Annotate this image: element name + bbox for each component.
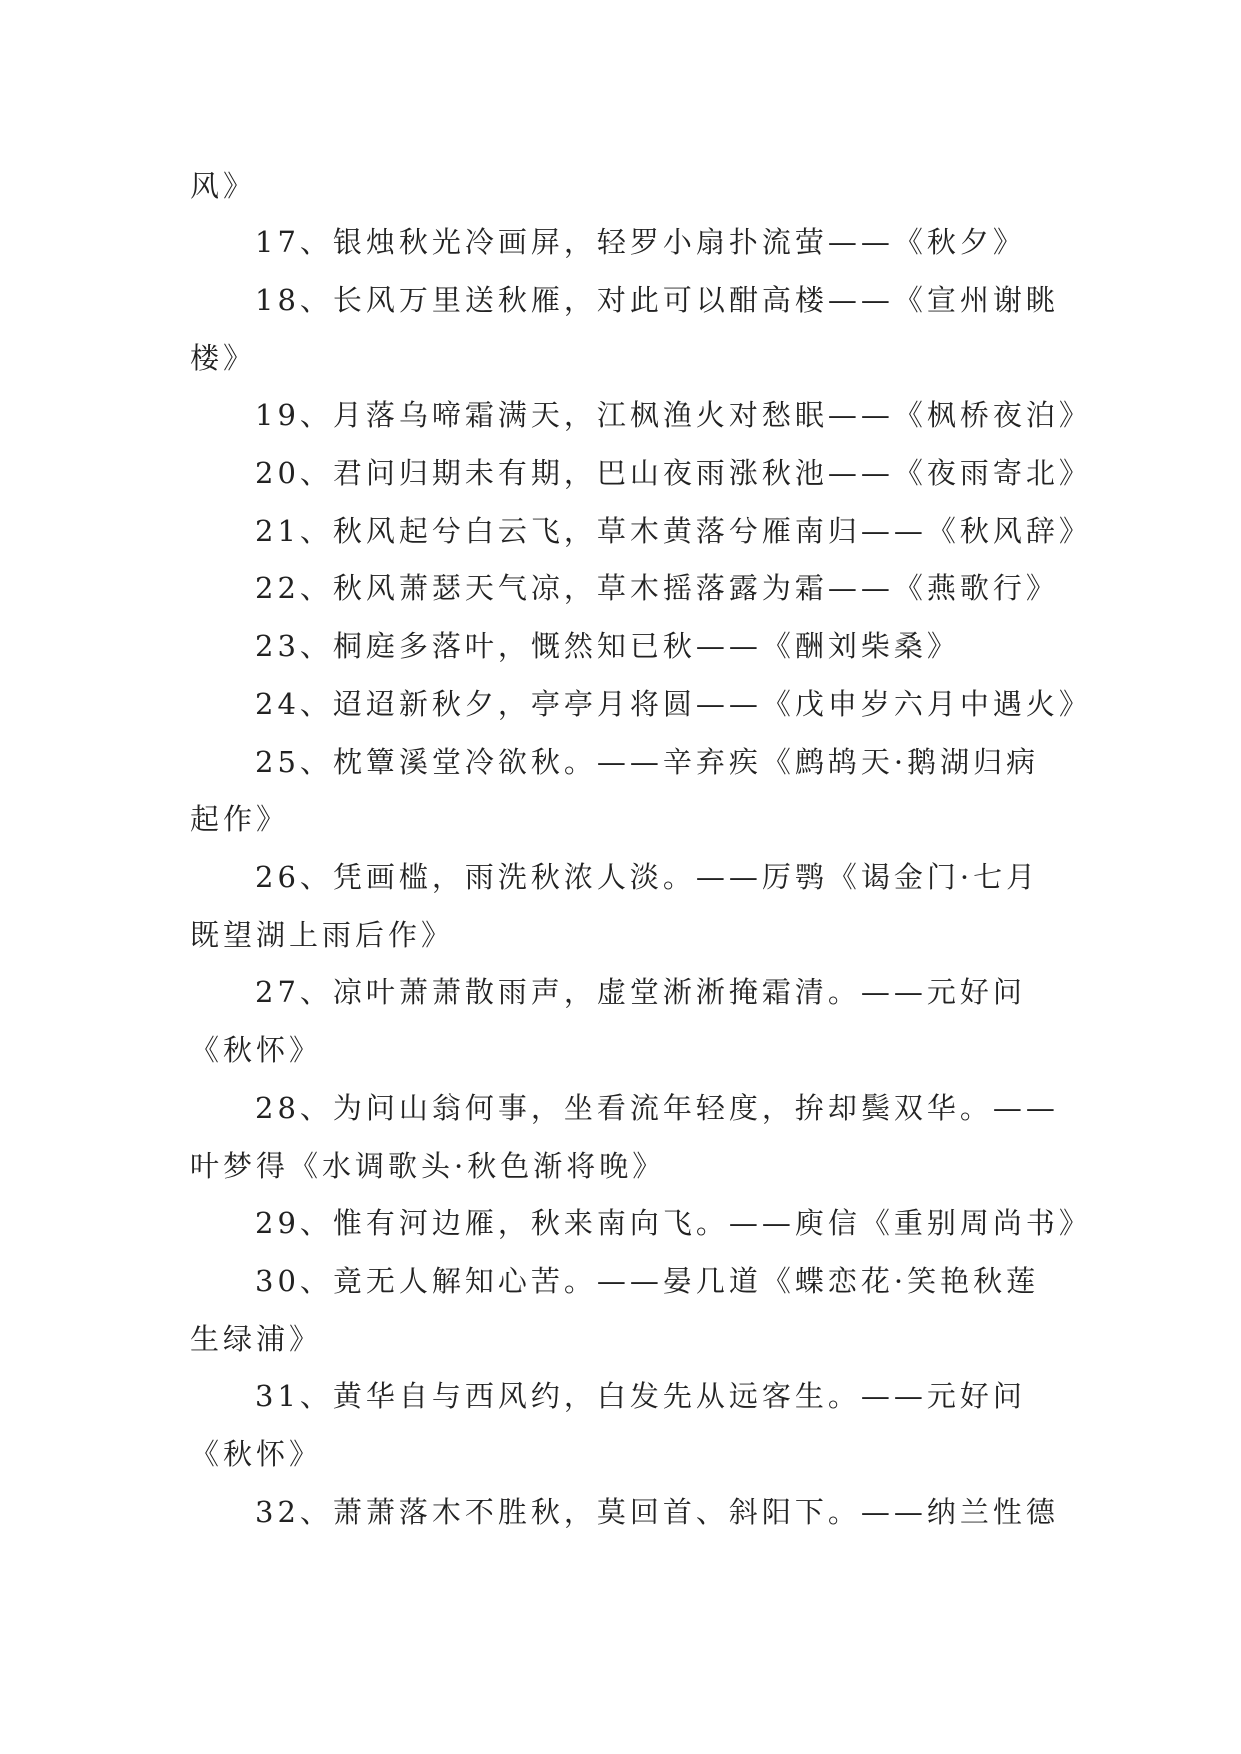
poem-line-24: 24、迢迢新秋夕，亭亭月将圆——《戊申岁六月中遇火》	[255, 687, 1092, 721]
poem-line-23: 23、桐庭多落叶，慨然知已秋——《酬刘柴桑》	[255, 629, 960, 663]
poem-line-18: 18、长风万里送秋雁，对此可以酣高楼——《宣州谢眺	[255, 283, 1059, 317]
text-line: 起作》	[190, 802, 290, 836]
text-line: 楼》	[190, 341, 257, 375]
text-line: 叶梦得《水调歌头·秋色渐将晚》	[190, 1149, 666, 1183]
poem-line-31: 31、黄华自与西风约，白发先从远客生。——元好问	[255, 1379, 1026, 1413]
text-line: 既望湖上雨后作》	[190, 918, 455, 952]
text-line: 生绿浦》	[190, 1322, 323, 1356]
poem-line-22: 22、秋风萧瑟天气凉，草木摇落露为霜——《燕歌行》	[255, 571, 1059, 605]
poem-line-21: 21、秋风起兮白云飞，草木黄落兮雁南归——《秋风辞》	[255, 514, 1092, 548]
poem-line-30: 30、竟无人解知心苦。——晏几道《蝶恋花·笑艳秋莲	[255, 1264, 1040, 1298]
text-line: 《秋怀》	[190, 1033, 323, 1067]
poem-line-19: 19、月落乌啼霜满天，江枫渔火对愁眠——《枫桥夜泊》	[255, 398, 1092, 432]
poem-line-25: 25、枕簟溪堂冷欲秋。——辛弃疾《鹧鸪天·鹅湖归病	[255, 745, 1040, 779]
poem-line-27: 27、凉叶萧萧散雨声，虚堂淅淅掩霜清。——元好问	[255, 975, 1026, 1009]
text-line: 风》	[190, 169, 257, 203]
text-line: 《秋怀》	[190, 1437, 323, 1471]
poem-line-29: 29、惟有河边雁，秋来南向飞。——庾信《重别周尚书》	[255, 1206, 1092, 1240]
poem-line-32: 32、萧萧落木不胜秋，莫回首、斜阳下。——纳兰性德	[255, 1495, 1059, 1529]
poem-line-26: 26、凭画槛，雨洗秋浓人淡。——厉鹗《谒金门·七月	[255, 860, 1040, 894]
poem-line-28: 28、为问山翁何事，坐看流年轻度，拚却鬓双华。——	[255, 1091, 1059, 1125]
poem-line-20: 20、君问归期未有期，巴山夜雨涨秋池——《夜雨寄北》	[255, 456, 1092, 490]
poem-line-17: 17、银烛秋光冷画屏，轻罗小扇扑流萤——《秋夕》	[255, 225, 1026, 259]
